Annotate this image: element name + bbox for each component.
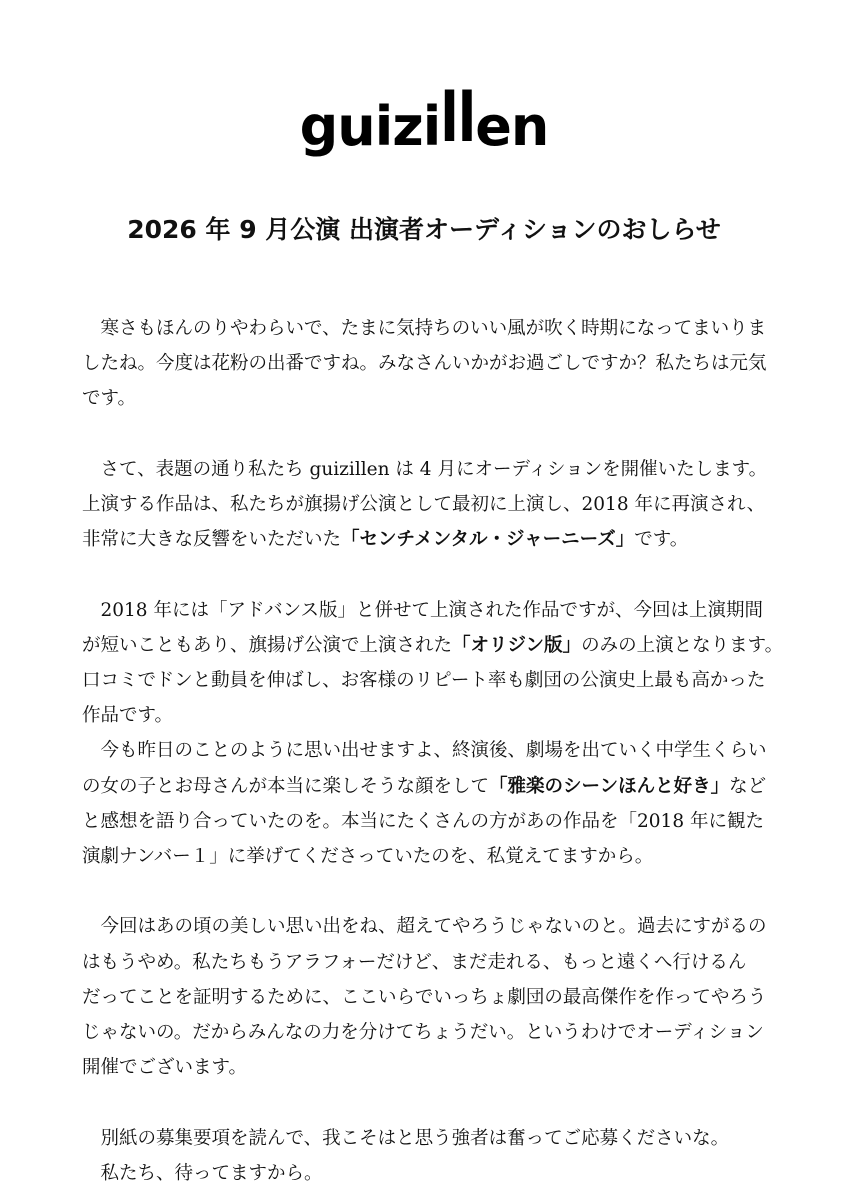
text-line	[82, 628, 782, 663]
text-segment: です。	[634, 529, 689, 551]
logo-part-en: en	[475, 95, 549, 158]
text-line: したね。今度は花粉の出番ですね。みなさんいかがお過ごしですか？私たちは元気	[82, 353, 767, 375]
paragraph-version-info	[82, 593, 782, 734]
paragraph-greeting	[82, 311, 782, 417]
paragraph-closing	[82, 1121, 782, 1191]
logo-part-ll: ll	[440, 78, 476, 157]
emphasis-play-title: 「センチメンタル・ジャーニーズ」	[341, 529, 635, 551]
text-line	[82, 522, 782, 557]
text-line: 寒さもほんのりやわらいで、たまに気持ちのいい風が吹く時期になってまいりま	[82, 318, 767, 339]
text-line: だってことを証明するために、ここいらでいっちょ劇団の最高傑作を作ってやろう	[82, 986, 767, 1008]
text-line: 私たち、待ってますから。	[82, 1162, 323, 1184]
text-segment: 非常に大きな反響をいただいた	[82, 529, 342, 551]
text-line: 作品です。	[82, 705, 174, 727]
text-line: 別紙の募集要項を読んで、我こそはと思う強者は奮ってご応募くださいな。	[82, 1127, 730, 1149]
text-line: と感想を語り合っていたのを。本当にたくさんの方があの作品を「2018 年に観た	[82, 810, 764, 832]
paragraph-memory	[82, 733, 782, 874]
text-line: です。	[82, 388, 137, 410]
text-line: 上演する作品は、私たちが旗揚げ公演として最初に上演し、2018 年に再演され、	[82, 494, 766, 515]
text-segment: の女の子とお母さんが本当に楽しそうな顔をして	[82, 775, 490, 797]
text-segment: など	[729, 775, 767, 797]
text-line: じゃないの。だからみんなの力を分けてちょうだい。というわけでオーディション	[82, 1022, 764, 1044]
logo-part-gui: gui	[299, 95, 393, 158]
paragraph-ambition	[82, 909, 782, 1085]
text-line: 口コミでドンと動員を伸ばし、お客様のリピート率も劇団の公演史上最も高かった	[82, 670, 766, 691]
emphasis-quote: 「雅楽のシーンほんと好き」	[489, 775, 730, 797]
logo-part-zi: zi	[392, 95, 441, 158]
text-line: 開催でございます。	[82, 1057, 248, 1079]
text-line: 今回はあの頃の美しい思い出をね、超えてやろうじゃないのと。過去にすがるの	[82, 916, 767, 938]
emphasis-origin-version: 「オリジン版」	[452, 634, 582, 656]
text-line: さて、表題の通り私たち guizillen は 4 月にオーディションを開催いたします。	[82, 458, 768, 480]
text-line: 演劇ナンバー１」に挙げてくださっていたのを、私覚えてますから。	[82, 846, 654, 868]
text-line: はもうやめ。私たちもうアラフォーだけど、まだ走れる、もっと遠くへ行けるん	[82, 951, 747, 973]
paragraph-audition-intro	[82, 452, 782, 558]
text-segment: のみの上演となります。	[581, 634, 784, 656]
text-segment: が短いこともあり、旗揚げ公演で上演された	[82, 634, 453, 656]
page-title: 2026 年 9 月公演 出演者オーディションのおしらせ	[127, 215, 721, 244]
guizillen-logo	[0, 78, 848, 162]
text-line: 今も昨日のことのように思い出せますよ、終演後、劇場を出ていく中学生くらい	[82, 740, 767, 762]
text-line	[82, 769, 782, 804]
text-line: 2018 年には「アドバンス版」と併せて上演された作品ですが、今回は上演期間	[82, 599, 764, 621]
letter-body	[82, 311, 782, 1191]
